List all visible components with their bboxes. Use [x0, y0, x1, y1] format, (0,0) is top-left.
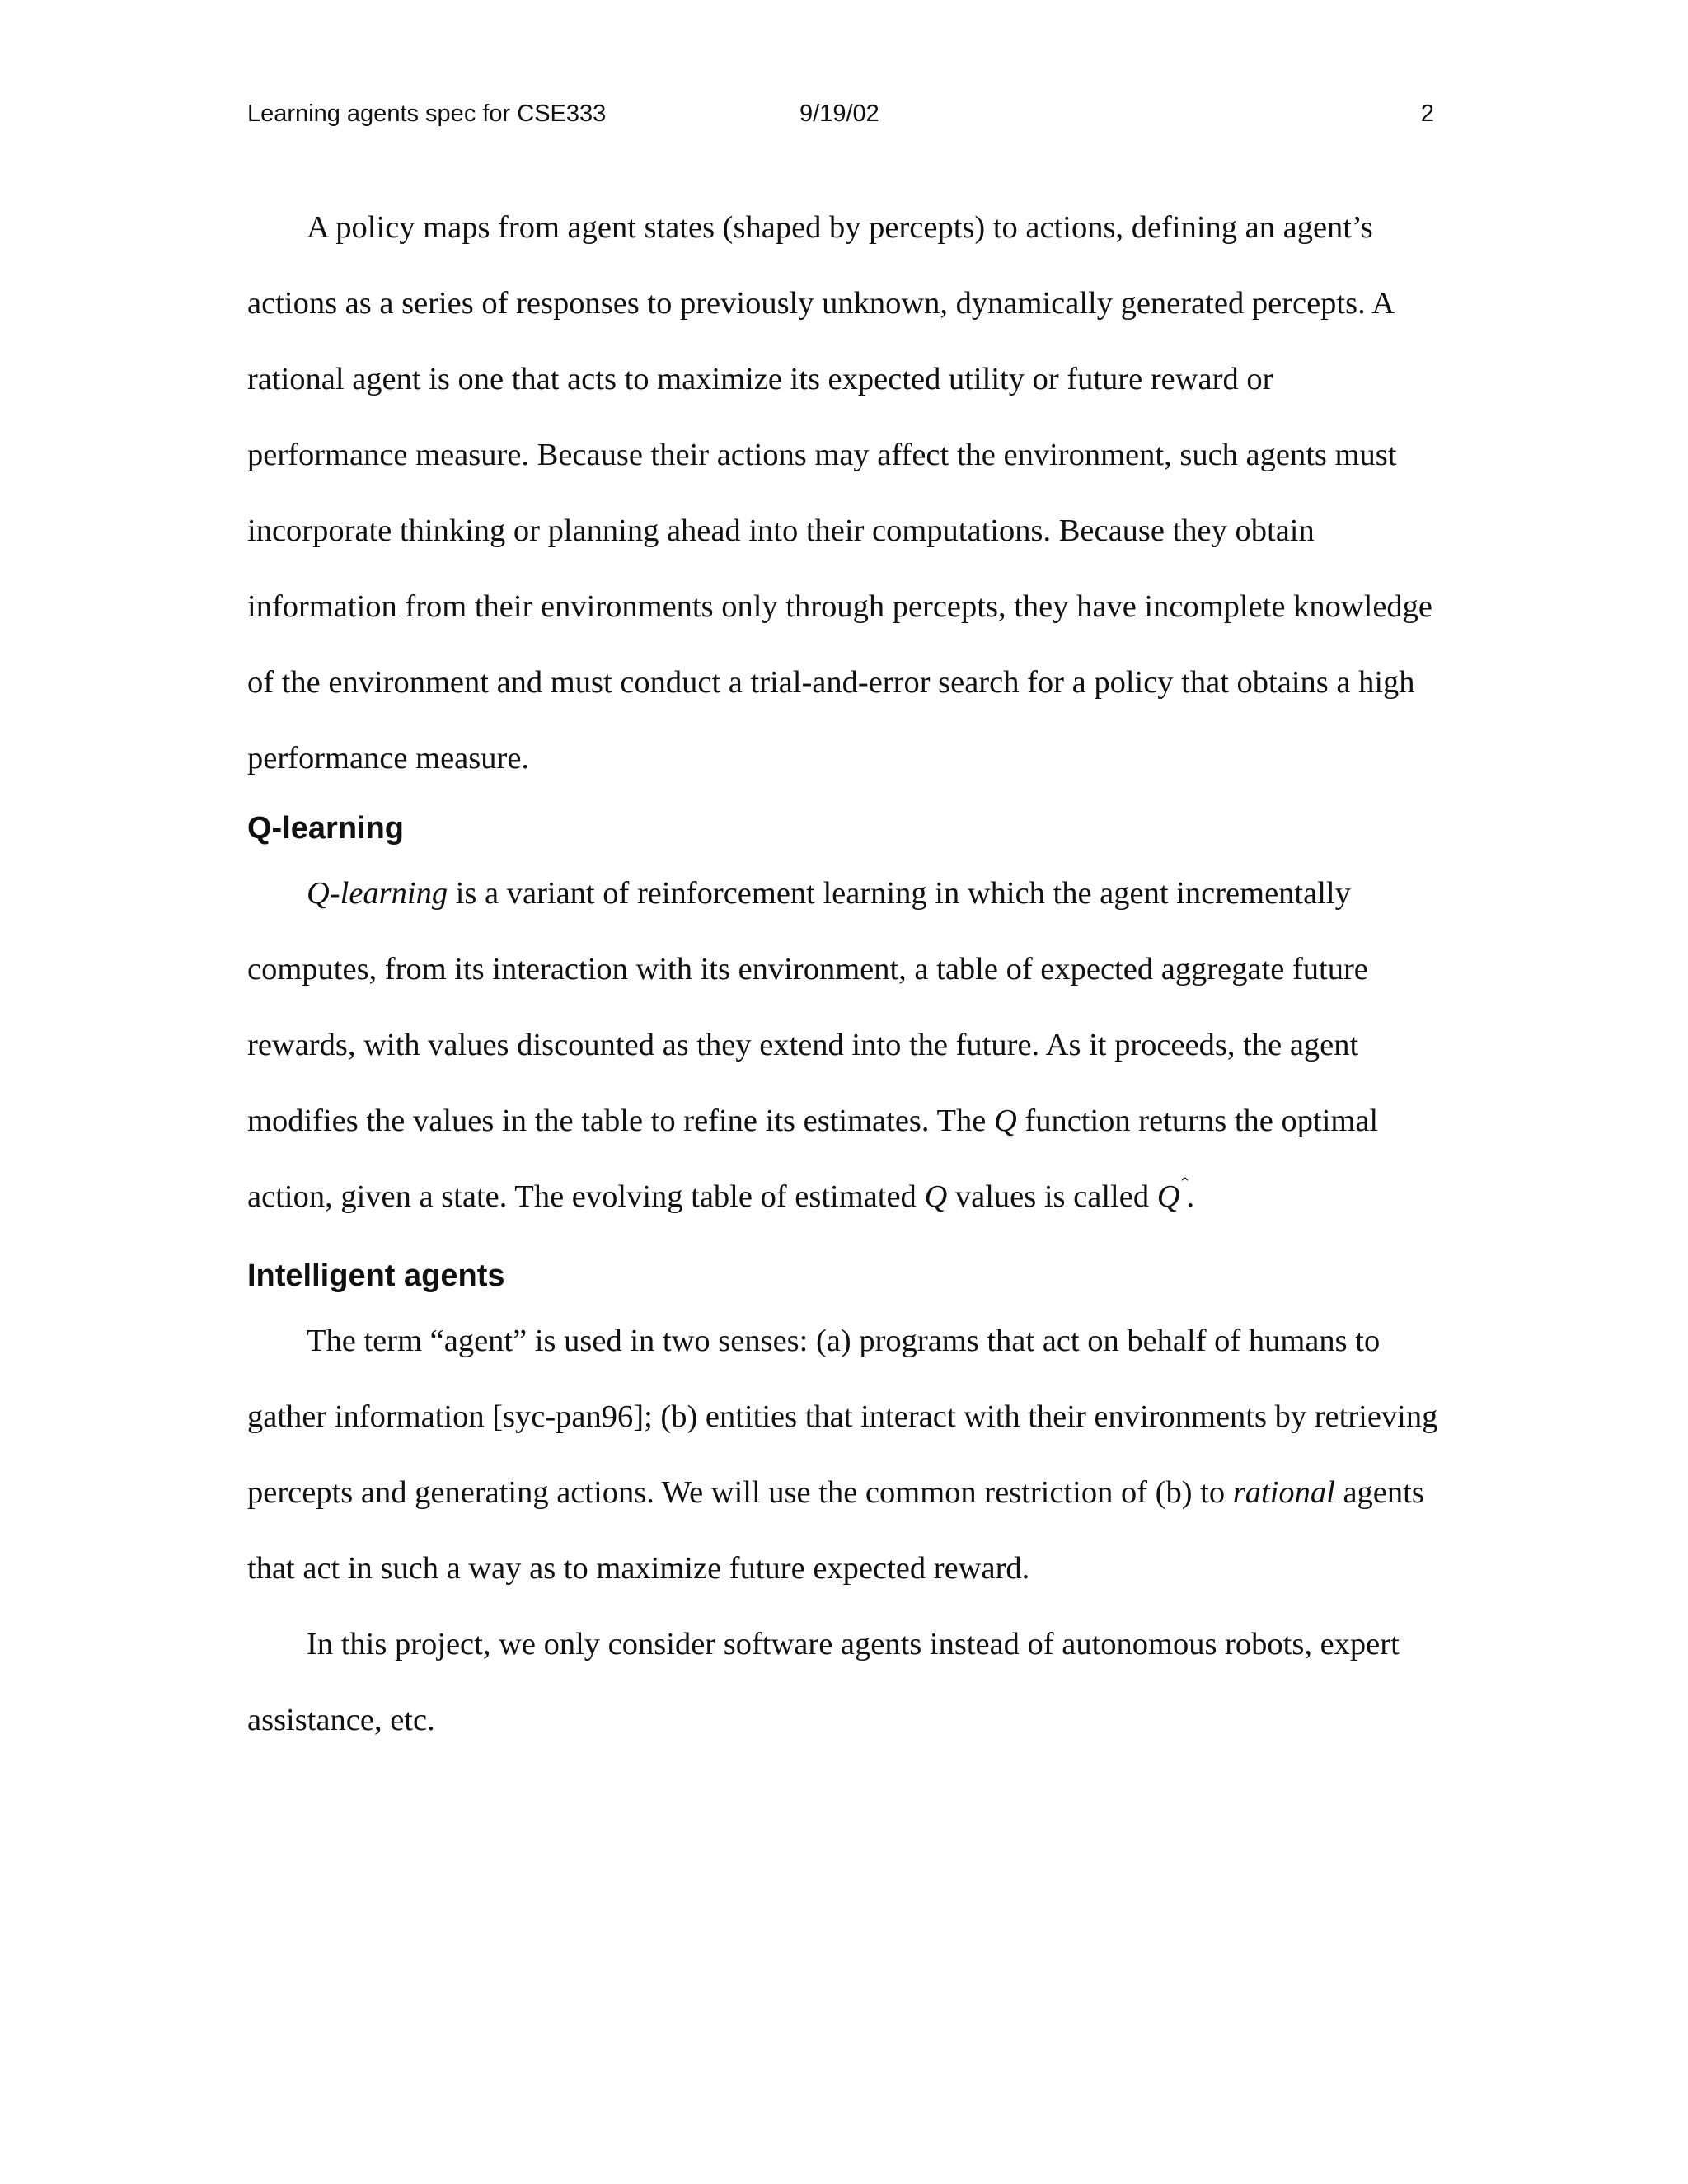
q-symbol: Q: [924, 1179, 948, 1214]
header-date: 9/19/02: [799, 101, 879, 127]
hat-accent: ˆ: [1181, 1175, 1189, 1197]
running-header: [247, 96, 1434, 132]
policy-paragraph: A policy maps from agent states (shaped by percepts) to actions, defining an agent’s actions as a series of responses to previously unknown, dynamically generated percepts. A rational agent is one that acts to maximize its expected utility or future reward or performance measure. Because their actions may affect the environment, such agents must incorporate thinking or planning ahead into their computations. Because they obtain information from their environments only through percepts, they have incomplete knowledge of the environment and must conduct a trial-and-error search for a policy that obtains a high performance measure.: [247, 210, 1433, 776]
qlearning-end: .: [1186, 1179, 1195, 1214]
rational-term: rational: [1232, 1475, 1335, 1510]
header-document-title: Learning agents spec for CSE333: [247, 101, 607, 127]
agents-paragraph: [247, 1303, 1438, 1606]
agents-text-1: The term “agent” is used in two senses: (a) programs that act on behalf of humans to gather information [syc-pan96]; (b) entities that interact with their environments by retrieving percepts and generating actions. We will use the common restriction of (b) to: [247, 1324, 1438, 1510]
qlearning-paragraph: [247, 855, 1438, 1239]
agents-heading: Intelligent agents: [247, 1258, 505, 1293]
qlearning-heading: Q-learning: [247, 811, 405, 846]
project-scope-paragraph: In this project, we only consider software agents instead of autonomous robots, expert assistance, etc.: [247, 1627, 1400, 1737]
qlearning-text-1: is a variant of reinforcement learning in which the agent incrementally computes, from its interaction with its environment, a table of expected aggregate future rewards, with values discounted as they extend into the future. As it proceeds, the agent modifies the values in the table to refine its estimates. The: [247, 876, 1368, 1138]
header-page-number: 2: [1420, 101, 1434, 127]
q-symbol: Q: [993, 1104, 1017, 1138]
document-body: [247, 190, 1438, 1758]
qlearning-term: Q-learning: [307, 876, 448, 911]
qlearning-text-3: values is called: [947, 1179, 1157, 1214]
qlearning-text-2: function returns the optimal action, given a state. The evolving table of estimated: [247, 1104, 1379, 1214]
q-hat-symbol: Q: [1156, 1179, 1180, 1214]
agents-text-2: agents that act in such a way as to maximize future expected reward.: [247, 1475, 1424, 1586]
